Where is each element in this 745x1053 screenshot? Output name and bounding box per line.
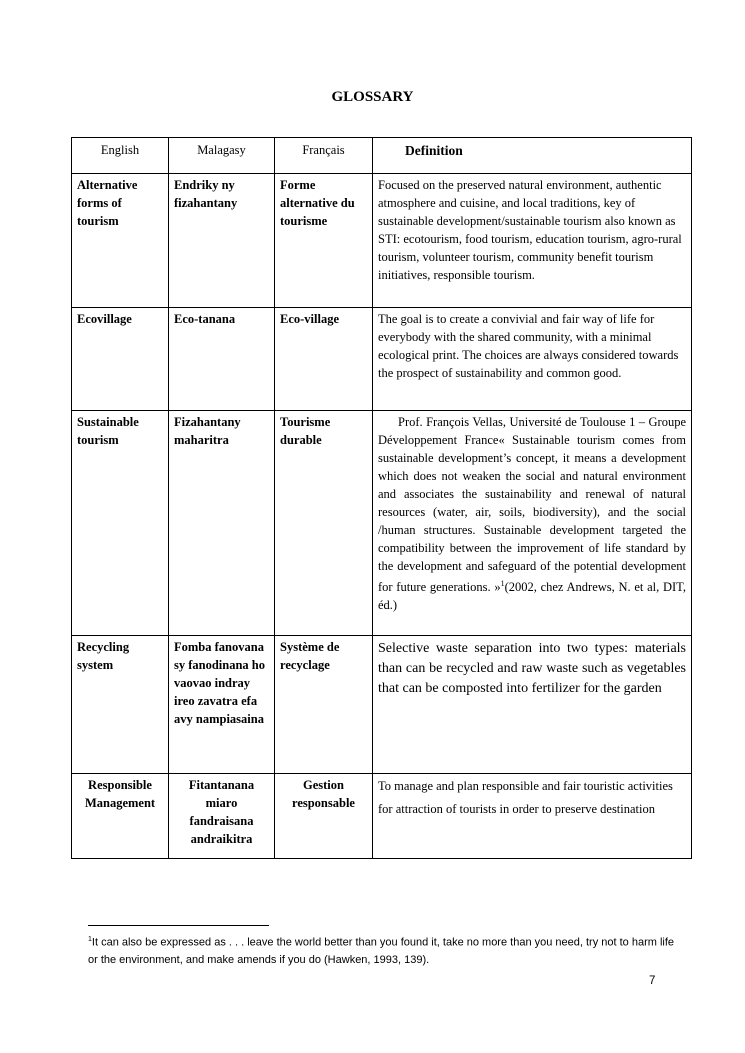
page-title: GLOSSARY bbox=[331, 89, 414, 105]
term-malagasy: Fitantanana miaro fandraisana andraikitra bbox=[169, 774, 275, 859]
term-francais: Système de recyclage bbox=[275, 636, 373, 774]
term-definition: To manage and plan responsible and fair touristic activities for attraction of tourists in order to preserve destination bbox=[373, 774, 692, 859]
term-francais: Gestion responsable bbox=[275, 774, 373, 859]
footnote-number: 1 bbox=[88, 936, 92, 943]
footnote bbox=[88, 931, 678, 969]
header-malagasy: Malagasy bbox=[169, 138, 275, 174]
table-row bbox=[72, 636, 692, 774]
table-row bbox=[72, 308, 692, 411]
term-definition: The goal is to create a convivial and fair way of life for everybody with the shared community, with a minimal ecological print. The choices are always considered towards the prospect of sustainability and common good. bbox=[373, 308, 692, 411]
term-english: Sustainable tourism bbox=[72, 411, 169, 636]
footnote-reference: 1 bbox=[500, 579, 505, 588]
term-malagasy: Endriky ny fizahantany bbox=[169, 174, 275, 308]
table-header-row bbox=[72, 138, 692, 174]
header-english: English bbox=[72, 138, 169, 174]
term-malagasy: Fizahantany maharitra bbox=[169, 411, 275, 636]
term-definition: Focused on the preserved natural environment, authentic atmosphere and cuisine, and local traditions, key of sustainable development/sustainable tourism also known as STI: ecotourism, food tourism, education tourism, agro-rural tourism, volunteer tourism, community benefit tourism initiatives, responsible tourism. bbox=[373, 174, 692, 308]
term-english: Responsible Management bbox=[72, 774, 169, 859]
footnote-text: It can also be expressed as . . . leave the world better than you found it, take no more than you need, try not to harm life or the environment, and make amends if you do (Hawken, 1993, 139). bbox=[88, 936, 675, 966]
term-malagasy: Eco-tanana bbox=[169, 308, 275, 411]
table-row bbox=[72, 411, 692, 636]
table-row bbox=[72, 774, 692, 859]
term-francais: Eco-village bbox=[275, 308, 373, 411]
term-definition bbox=[373, 411, 692, 636]
footnote-separator bbox=[88, 925, 269, 926]
header-definition: Definition bbox=[373, 138, 692, 174]
glossary-table bbox=[71, 137, 692, 859]
term-english: Ecovillage bbox=[72, 308, 169, 411]
term-english: Alternative forms of tourism bbox=[72, 174, 169, 308]
term-definition: Selective waste separation into two types: materials than can be recycled and raw waste such as vegetables that can be composted into fertilizer for the garden bbox=[373, 636, 692, 774]
term-francais: Forme alternative du tourisme bbox=[275, 174, 373, 308]
term-english: Recycling system bbox=[72, 636, 169, 774]
term-francais: Tourisme durable bbox=[275, 411, 373, 636]
definition-citation: (2002, chez Andrews, N. et al, DIT, éd.) bbox=[378, 580, 686, 613]
page-number: 7 bbox=[649, 975, 656, 987]
header-francais: Français bbox=[275, 138, 373, 174]
definition-text: Prof. François Vellas, Université de Toulouse 1 – Groupe Développement France« Sustainable tourism comes from sustainable development’s concept, it means a development which does not weaken the social and natural environment and associates the sustainability and renewal of natural resources (water, air, soils, biodiversity), and the social /human structures. Sustainable development targeted the compatibility between the improvement of life standard by the development and safeguard of the potential development for future generations. » bbox=[378, 415, 686, 595]
term-malagasy: Fomba fanovana sy fanodinana ho vaovao indray ireo zavatra efa avy nampiasaina bbox=[169, 636, 275, 774]
table-row bbox=[72, 174, 692, 308]
